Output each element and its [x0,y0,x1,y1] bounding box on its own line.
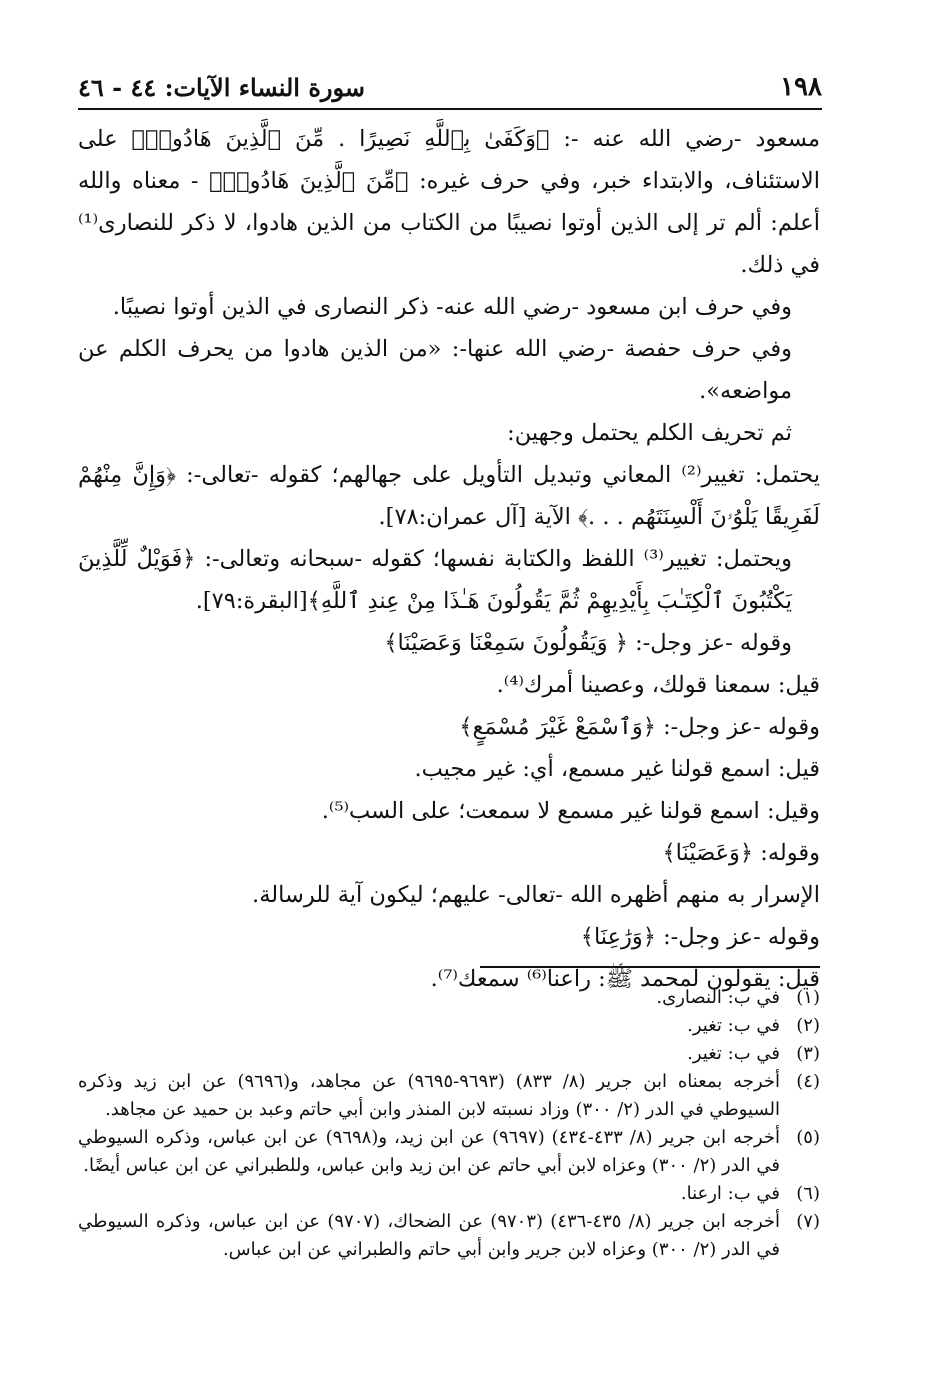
footnote-item [78,1180,820,1208]
footnote-text: أخرجه ابن جرير (٨/ ٤٣٣-٤٣٤) (٩٦٩٧) عن ابن زيد، و(٩٦٩٨) عن ابن عباس، وذكره السيوطي في الدر (٢/ ٣٠٠) وعزاه لابن أبي حاتم عن ابن زيد وابن عباس، وللطبراني عن ابن عباس أيضًا. [78,1127,780,1176]
paragraph: وقوله -عز وجل-: ﴿وَرَٰعِنَا﴾ [580,924,820,950]
paragraph: ثم تحريف الكلم يحتمل وجهين: [507,420,792,446]
footnote-item [78,1068,820,1124]
footnote-text: أخرجه بمعناه ابن جرير (٨/ ٨٣٣) (٩٦٩٣-٩٦٩٥) عن مجاهد، و(٩٦٩٦) عن ابن زيد وذكره السيوطي في الدر (٢/ ٣٠٠) وزاد نسبته لابن المنذر وابن أبي حاتم وعبد بن حميد عن مجاهد. [78,1071,780,1120]
footnote-text: في ب: ارعنا. [680,1183,780,1204]
paragraph: وقوله: ﴿وَعَصَيْنَا﴾ [662,840,820,866]
paragraph: ويحتمل: تغيير⁽³⁾ اللفظ والكتابة نفسها؛ كقوله -سبحانه وتعالى-: ﴿فَوَيْلٌ لِّلَّذِينَ يَكْتُبُونَ ٱلْكِتَـٰبَ بِأَيْدِيهِمْ ثُمَّ يَقُولُونَ هَـٰذَا مِنْ عِندِ ٱللَّهِ﴾[البقرة:٧٩]. [78,546,792,614]
page-header [78,58,822,110]
main-text [78,118,820,1000]
footnote-number: (٧) [796,1211,820,1232]
footnote-item [78,984,820,1012]
footnote-number: (٣) [796,1043,820,1064]
paragraph: قيل: سمعنا قولك، وعصينا أمرك⁽⁴⁾. [496,672,820,698]
footnote-text: في ب: النصارى. [656,987,780,1008]
paragraph: قيل: يقولون لمحمد ﷺ: راعنا⁽⁶⁾ سمعك⁽⁷⁾. [430,966,820,992]
footnote-number: (٦) [796,1183,820,1204]
footnote-number: (٤) [796,1071,820,1092]
paragraph: يحتمل: تغيير⁽²⁾ المعاني وتبديل التأويل على جهالهم؛ كقوله -تعالى-: ﴿وَإِنَّ مِنْهُمْ لَفَرِيقًا يَلْوُۥنَ أَلْسِنَتَهُم . . .﴾ الآية [آل عمران:٧٨]. [78,462,820,530]
footnote-item [78,1124,820,1180]
footnote-text: في ب: تغير. [687,1043,780,1064]
footnote-text: في ب: تغير. [687,1015,780,1036]
paragraph: وفي حرف ابن مسعود -رضي الله عنه- ذكر النصارى في الذين أوتوا نصيبًا. [112,294,792,320]
running-title: سورة النساء الآيات: ٤٤ - ٤٦ [78,73,366,102]
paragraph: الإسرار به منهم أظهره الله -تعالى- عليهم؛ ليكون آية للرسالة. [252,882,820,908]
paragraph: قيل: اسمع قولنا غير مسمع، أي: غير مجيب. [414,756,820,782]
footnote-number: (٥) [796,1127,820,1148]
paragraph: وقوله -عز وجل-: ﴿وَٱسْمَعْ غَيْرَ مُسْمَعٍ﴾ [459,714,820,740]
footnote-item [78,1012,820,1040]
footnote-item [78,1208,820,1264]
footnote-separator [480,966,820,968]
footnotes [78,984,820,1264]
footnote-number: (١) [796,987,820,1008]
page-number: ١٩٨ [780,72,822,102]
footnote-text: أخرجه ابن جرير (٨/ ٤٣٥-٤٣٦) (٩٧٠٣) عن الضحاك، (٩٧٠٧) عن ابن عباس، وذكره السيوطي في الدر (٢/ ٣٠٠) وعزاه لابن جرير وابن أبي حاتم والطبراني عن ابن عباس. [78,1211,780,1260]
footnote-item [78,1040,820,1068]
paragraph: وقوله -عز وجل-: ﴿ وَيَقُولُونَ سَمِعْنَا وَعَصَيْنَا﴾ [384,630,792,656]
paragraph: مسعود -رضي الله عنه -: ﴿وَكَفَىٰ بِٱللَّهِ نَصِيرًا . مِّنَ ٱلَّذِينَ هَادُوا۟﴾ على الاستئناف، والابتداء خبر، وفي حرف غيره: ﴿مِّنَ ٱلَّذِينَ هَادُوا۟﴾ - معناه والله أعلم: ألم تر إلى الذين أوتوا نصيبًا من الكتاب من الذين هادوا، لا ذكر للنصارى⁽¹⁾ في ذلك. [78,126,820,278]
paragraph: وقيل: اسمع قولنا غير مسمع لا سمعت؛ على السب⁽⁵⁾. [321,798,820,824]
paragraph: وفي حرف حفصة -رضي الله عنها-: «من الذين هادوا من يحرف الكلم عن مواضعه». [78,336,792,404]
footnote-number: (٢) [796,1015,820,1036]
